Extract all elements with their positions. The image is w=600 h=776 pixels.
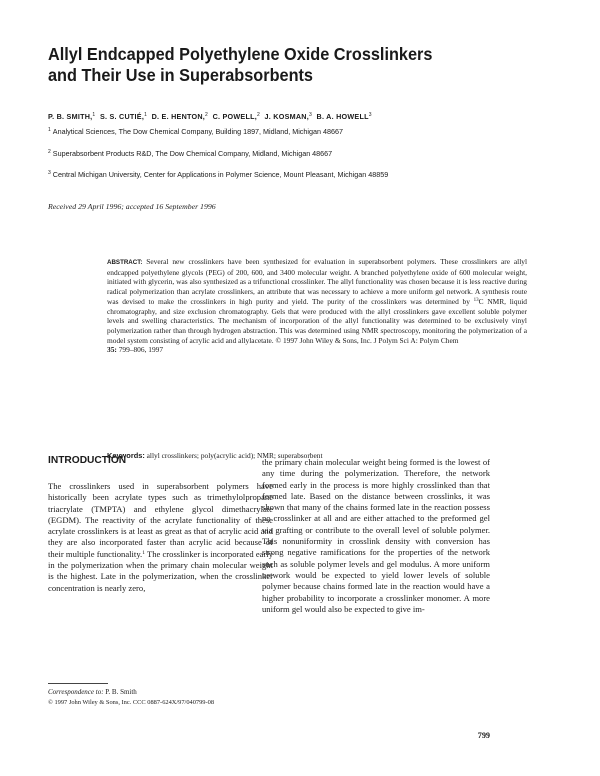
author: D. E. HENTON,$^2$ <box>151 112 209 121</box>
intro-right-column: the primary chain molecular weight being formed is the lowest of any time during the polymerization. Therefore, the network formed early in the process is more highly crosslinked than that formed late. Based on the distance between crosslinks, it was shown that many of the chains formed late in the reaction possess no crosslinker at all and are either attached to the preformed gel via grafting or contribute to the overall level of soluble polymer. This nonuniformity in crosslink density with conversion has strong negative ramifications for the properties of the network such as soluble polymer levels and gel modulus. A more uniform network would be expected to yield lower levels of soluble polymer because chains formed late in the reaction would have a higher probability to incorporate a crosslinker monomer. A more uniform gel would also be expected to give im- <box>262 457 490 614</box>
copyright-line: © 1997 John Wiley & Sons, Inc. CCC 0887-624X/97/040799-08 <box>48 699 215 706</box>
abstract: ABSTRACT: Several new crosslinkers have been synthesized for evaluation in superabsorbent polymers. These crosslinkers are allyl endcapped polyethylene glycols (PEG) of 200, 600, and 3400 molecular weight. A branched polyethylene oxide of 600 molecular weight, initiated with glycerin, was also synthesized as a trifunctional crosslinker. The allyl functionality was chosen because it is less reactive during radical polymerization than acrylate crosslinkers, an attribute that was necessary to achieve a more uniform gel network. A synthesis route was devised to make the crosslinkers in high purity and yield. The purity of the crosslinkers was determined by $^{13}$C NMR, liquid chromatography, and size exclusion chromatography. Gels that were produced with the allyl crosslinkers gave excellent soluble polymer levels and swelling characteristics. The mechanism of incorporation of the allyl functionality was determined to be exclusively vinyl polymerization rather than through hydrogen abstraction. This was determined using NMR spectroscopy, monitoring the polymerization of a model system consisting of acrylic acid and allylacetate. © 1997 John Wiley & Sons, Inc. J Polym Sci A: Polym Chem 35: 799–806, 1997 <box>107 257 527 355</box>
section-heading-introduction: INTRODUCTION <box>48 455 127 466</box>
page-number: 799 <box>477 731 490 740</box>
affiliation: $^1$ Analytical Sciences, The Dow Chemical Company, Building 1897, Midland, Michigan 48667 <box>48 127 343 136</box>
keywords-label: Keywords: <box>107 451 145 460</box>
intro-left-column: The crosslinkers used in superabsorbent polymers have historically been acrylate types such as trimethylolpropane triacrylate (TMPTA) and ethylene glycol dimethacrylate (EGDM). The reactivity of the acrylate functionality of these acrylate crosslinkers is at least as great as that of acrylic acid and they are also incorporated faster than acrylic acid because of their multiple functionality.$^1$ The crosslinker is incorporated early in the polymerization when the primary chain molecular weight is the highest. Late in the polymerization, when the crosslinker concentration is nearly zero, <box>48 481 273 593</box>
author: J. KOSMAN,$^3$ <box>264 112 313 121</box>
received-dates: Received 29 April 1996; accepted 16 September 1996 <box>48 202 216 211</box>
author: B. A. HOWELL$^3$ <box>316 112 372 121</box>
keywords: Keywords: allyl crosslinkers; poly(acrylic acid); NMR; superabsorbent <box>107 451 323 460</box>
title-line-1: Allyl Endcapped Polyethylene Oxide Crosslinkers <box>48 44 433 64</box>
affiliation: $^2$ Superabsorbent Products R&D, The Dow Chemical Company, Midland, Michigan 48667 <box>48 149 333 158</box>
affiliation: $^3$ Central Michigan University, Center for Applications in Polymer Science, Mount Pleasant, Michigan 48859 <box>48 170 389 179</box>
abstract-label: ABSTRACT: <box>107 259 143 266</box>
author: S. S. CUTIÉ,$^1$ <box>99 112 148 121</box>
author-list <box>48 112 372 121</box>
citation-volume: 35: <box>107 345 117 355</box>
author: P. B. SMITH,$^1$ <box>48 112 96 121</box>
article-title <box>48 44 457 86</box>
footnote-rule <box>48 683 108 684</box>
title-line-2: and Their Use in Superabsorbents <box>48 65 313 85</box>
author: C. POWELL,$^2$ <box>212 112 261 121</box>
correspondence-note: Correspondence to: P. B. Smith <box>48 688 137 696</box>
